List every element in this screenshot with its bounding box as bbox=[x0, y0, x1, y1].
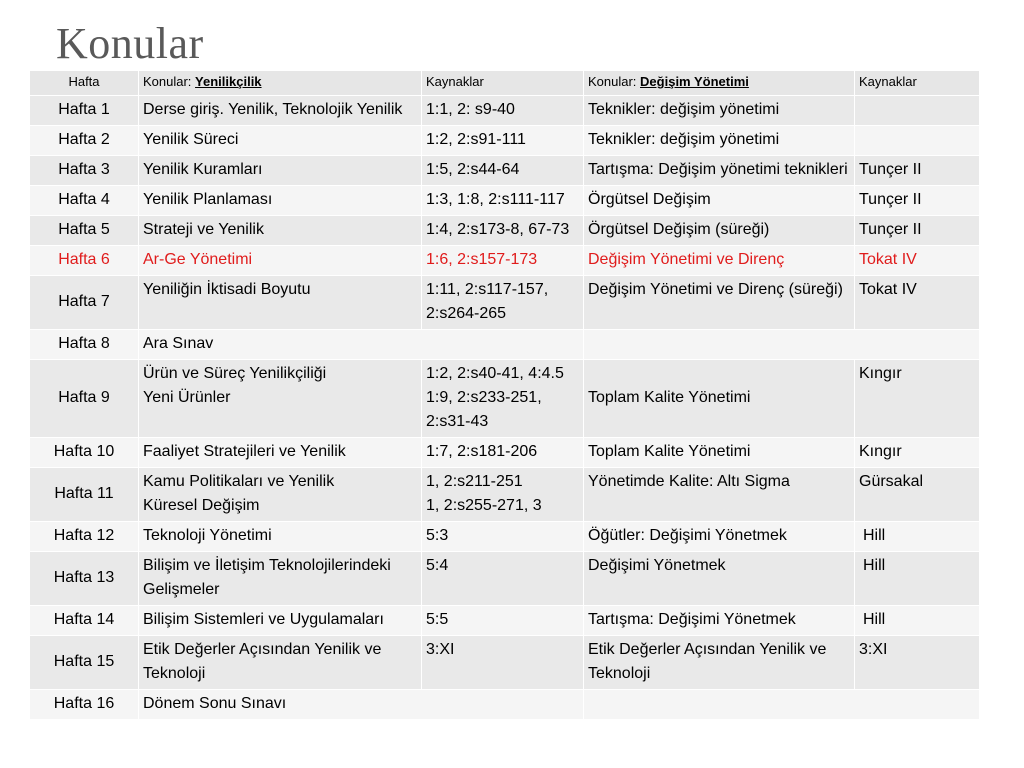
week-cell: Hafta 11 bbox=[30, 468, 139, 522]
page-title: Konular bbox=[56, 19, 204, 68]
source1-cell: 1:2, 2:s91-111 bbox=[422, 126, 584, 156]
table-header-row bbox=[30, 71, 980, 96]
source2-cell: Tunçer II bbox=[855, 156, 980, 186]
table-row-highlighted bbox=[30, 246, 980, 276]
topic2-cell: Toplam Kalite Yönetimi bbox=[584, 438, 855, 468]
empty-cell bbox=[584, 330, 980, 360]
table-row bbox=[30, 438, 980, 468]
table-row bbox=[30, 690, 980, 720]
table-row bbox=[30, 522, 980, 552]
topic1-cell: Yenilik Planlaması bbox=[139, 186, 422, 216]
source2-cell bbox=[855, 96, 980, 126]
header-hafta: Hafta bbox=[30, 71, 139, 96]
schedule-table bbox=[29, 70, 980, 720]
source1-cell: 1:7, 2:s181-206 bbox=[422, 438, 584, 468]
source2-cell: Hill bbox=[855, 552, 980, 606]
table-row bbox=[30, 156, 980, 186]
source2-cell: Hill bbox=[855, 606, 980, 636]
source2-cell: Tunçer II bbox=[855, 216, 980, 246]
week-cell: Hafta 9 bbox=[30, 360, 139, 438]
source2-cell: Tunçer II bbox=[855, 186, 980, 216]
week-cell: Hafta 4 bbox=[30, 186, 139, 216]
topic2-cell: Tartışma: Değişimi Yönetmek bbox=[584, 606, 855, 636]
source1-cell: 1:5, 2:s44-64 bbox=[422, 156, 584, 186]
topic1-line: Ürün ve Süreç Yenilikçiliği bbox=[143, 365, 327, 382]
table-row bbox=[30, 96, 980, 126]
topic1-cell: Faaliyet Stratejileri ve Yenilik bbox=[139, 438, 422, 468]
week-cell: Hafta 2 bbox=[30, 126, 139, 156]
week-cell: Hafta 8 bbox=[30, 330, 139, 360]
source2-cell: Tokat IV bbox=[855, 246, 980, 276]
week-cell: Hafta 10 bbox=[30, 438, 139, 468]
source1-line: 1, 2:s255-271, 3 bbox=[426, 497, 542, 514]
week-cell: Hafta 13 bbox=[30, 552, 139, 606]
source1-cell: 3:XI bbox=[422, 636, 584, 690]
topic1-cell: Ara Sınav bbox=[139, 330, 584, 360]
empty-cell bbox=[584, 690, 980, 720]
topic1-cell: Yenilik Kuramları bbox=[139, 156, 422, 186]
topic1-cell: Teknoloji Yönetimi bbox=[139, 522, 422, 552]
week-cell: Hafta 6 bbox=[30, 246, 139, 276]
table-row bbox=[30, 330, 980, 360]
topic1-line: Küresel Değişim bbox=[143, 497, 260, 514]
topic1-cell: Ar-Ge Yönetimi bbox=[139, 246, 422, 276]
topic2-cell: Tartışma: Değişim yönetimi teknikleri bbox=[584, 156, 855, 186]
table-row bbox=[30, 552, 980, 606]
source2-cell bbox=[855, 126, 980, 156]
topic2-cell: Yönetimde Kalite: Altı Sigma bbox=[584, 468, 855, 522]
topic2-cell: Değişim Yönetimi ve Direnç (süreği) bbox=[584, 276, 855, 330]
source2-cell: Kıngır bbox=[855, 360, 980, 438]
topic2-cell: Toplam Kalite Yönetimi bbox=[584, 360, 855, 438]
topic2-cell: Değişim Yönetimi ve Direnç bbox=[584, 246, 855, 276]
topic2-cell: Etik Değerler Açısından Yenilik ve Teknoloji bbox=[584, 636, 855, 690]
table-row bbox=[30, 186, 980, 216]
topic2-cell: Teknikler: değişim yönetimi bbox=[584, 126, 855, 156]
topic1-cell: Bilişim Sistemleri ve Uygulamaları bbox=[139, 606, 422, 636]
source1-cell: 5:3 bbox=[422, 522, 584, 552]
source1-cell: 5:4 bbox=[422, 552, 584, 606]
table-row bbox=[30, 636, 980, 690]
source1-cell: 1:4, 2:s173-8, 67-73 bbox=[422, 216, 584, 246]
header-kaynaklar-2: Kaynaklar bbox=[855, 71, 980, 96]
topic1-line: Kamu Politikaları ve Yenilik bbox=[143, 473, 335, 490]
source1-cell: 1:11, 2:s117-157, 2:s264-265 bbox=[422, 276, 584, 330]
week-cell: Hafta 12 bbox=[30, 522, 139, 552]
topic1-cell: Derse giriş. Yenilik, Teknolojik Yenilik bbox=[139, 96, 422, 126]
table-row bbox=[30, 276, 980, 330]
topic1-cell: Dönem Sonu Sınavı bbox=[139, 690, 584, 720]
source2-cell: Kıngır bbox=[855, 438, 980, 468]
source1-cell: 1:2, 2:s40-41, 4:4.5 1:9, 2:s233-251, 2:s31-43 bbox=[422, 360, 584, 438]
source2-cell: Gürsakal bbox=[855, 468, 980, 522]
header-konular-2-topic: Değişim Yönetimi bbox=[640, 74, 749, 89]
source1-line: 1, 2:s211-251 bbox=[426, 473, 523, 490]
topic2-cell: Örgütsel Değişim bbox=[584, 186, 855, 216]
source1-cell: 1:1, 2: s9-40 bbox=[422, 96, 584, 126]
week-cell: Hafta 3 bbox=[30, 156, 139, 186]
source2-cell: Tokat IV bbox=[855, 276, 980, 330]
topic1-cell bbox=[139, 360, 422, 438]
topic1-cell: Etik Değerler Açısından Yenilik ve Teknoloji bbox=[139, 636, 422, 690]
topic2-cell: Değişimi Yönetmek bbox=[584, 552, 855, 606]
source1-cell: 5:5 bbox=[422, 606, 584, 636]
topic1-cell: Strateji ve Yenilik bbox=[139, 216, 422, 246]
week-cell: Hafta 7 bbox=[30, 276, 139, 330]
source2-cell: Hill bbox=[855, 522, 980, 552]
table-row bbox=[30, 216, 980, 246]
table-row bbox=[30, 126, 980, 156]
source1-cell bbox=[422, 468, 584, 522]
week-cell: Hafta 14 bbox=[30, 606, 139, 636]
header-konular-1-topic: Yenilikçilik bbox=[195, 74, 262, 89]
header-konular-2-prefix: Konular: bbox=[588, 74, 641, 89]
header-konular-1 bbox=[139, 71, 422, 96]
table-row bbox=[30, 606, 980, 636]
week-cell: Hafta 16 bbox=[30, 690, 139, 720]
topic2-cell: Teknikler: değişim yönetimi bbox=[584, 96, 855, 126]
topic1-line: Yeni Ürünler bbox=[143, 389, 231, 406]
source2-cell: 3:XI bbox=[855, 636, 980, 690]
table-row bbox=[30, 468, 980, 522]
table-row bbox=[30, 360, 980, 438]
topic2-cell: Örgütsel Değişim (süreği) bbox=[584, 216, 855, 246]
topic1-cell: Yeniliğin İktisadi Boyutu bbox=[139, 276, 422, 330]
week-cell: Hafta 1 bbox=[30, 96, 139, 126]
topic1-cell: Yenilik Süreci bbox=[139, 126, 422, 156]
header-konular-2 bbox=[584, 71, 855, 96]
source1-cell: 1:3, 1:8, 2:s111-117 bbox=[422, 186, 584, 216]
week-cell: Hafta 5 bbox=[30, 216, 139, 246]
header-kaynaklar-1: Kaynaklar bbox=[422, 71, 584, 96]
topic2-cell: Öğütler: Değişimi Yönetmek bbox=[584, 522, 855, 552]
topic1-cell: Bilişim ve İletişim Teknolojilerindeki Gelişmeler bbox=[139, 552, 422, 606]
week-cell: Hafta 15 bbox=[30, 636, 139, 690]
topic1-cell bbox=[139, 468, 422, 522]
header-konular-1-prefix: Konular: bbox=[143, 74, 196, 89]
source1-cell: 1:6, 2:s157-173 bbox=[422, 246, 584, 276]
